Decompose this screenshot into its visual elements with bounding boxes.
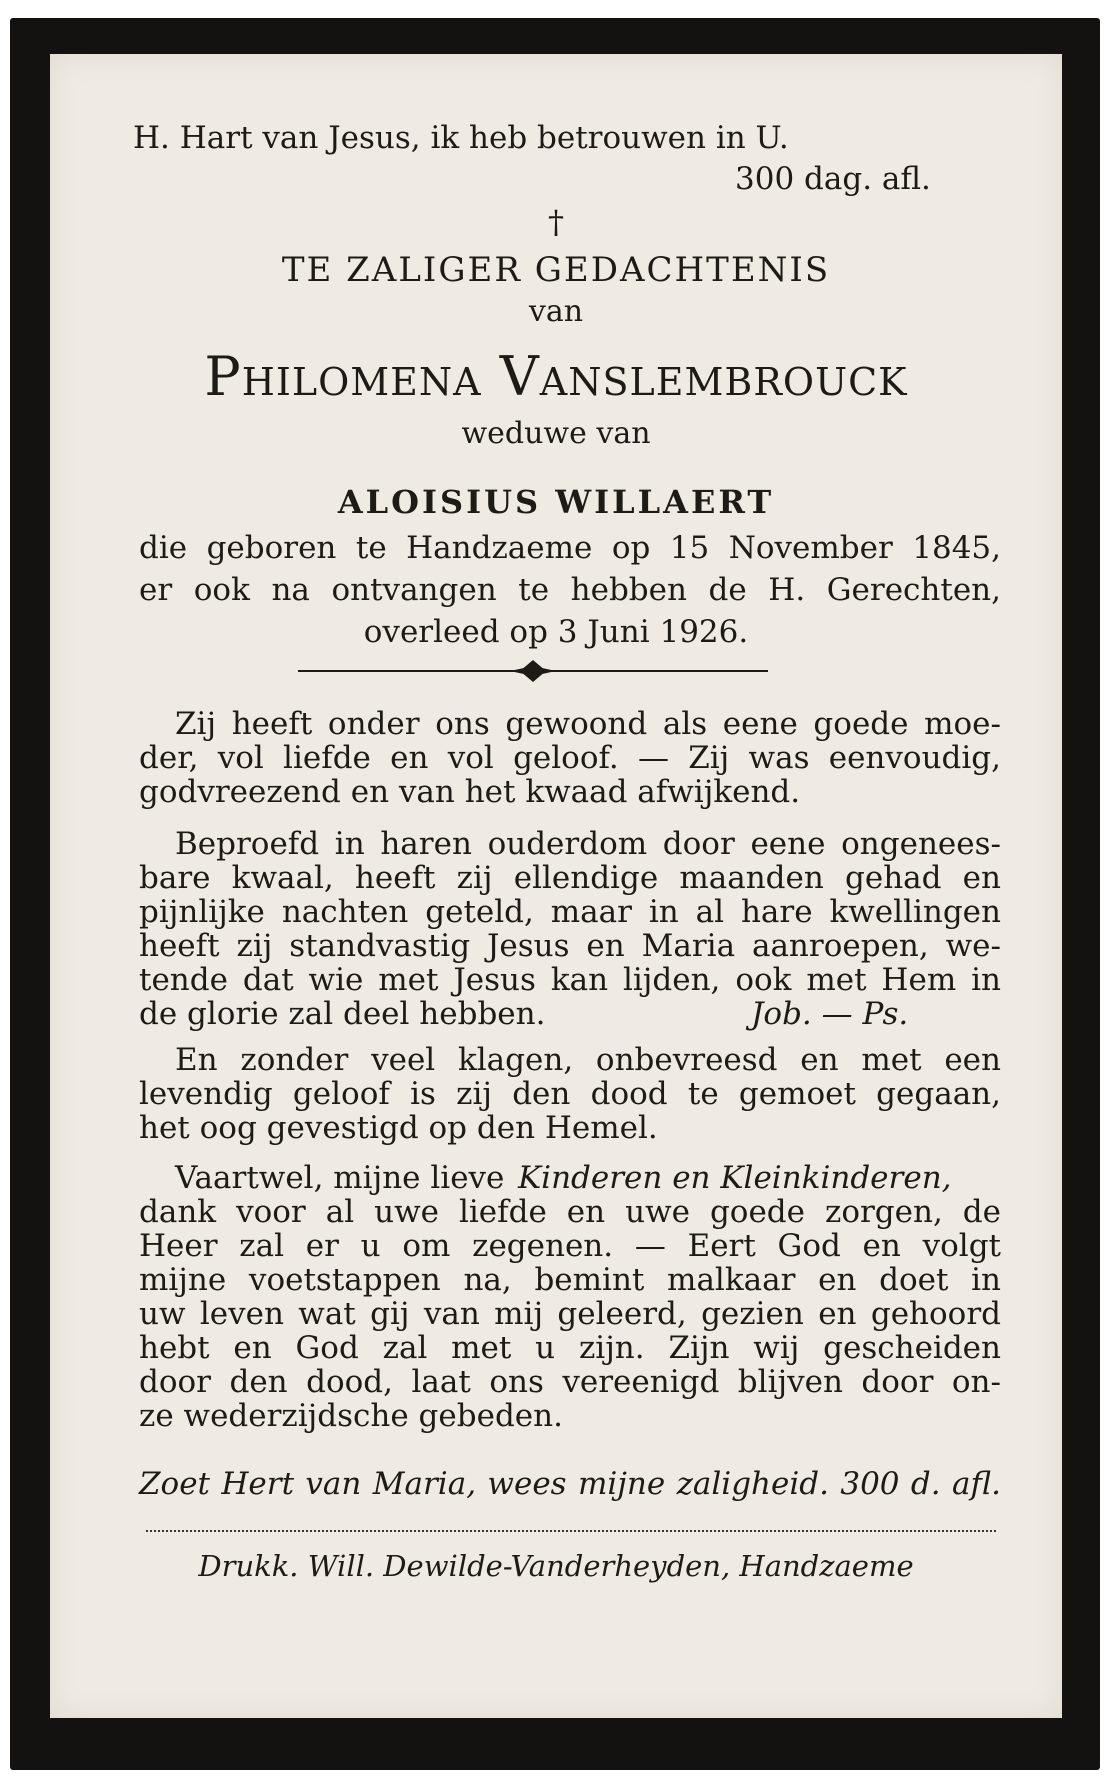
body-line: levendig geloof is zij den dood te gemoet gegaan,: [139, 1076, 1001, 1112]
body-line: der, vol liefde en vol geloof. — Zij was eenvoudig,: [139, 740, 1001, 776]
husband-name: ALOISIUS WILLAERT: [337, 483, 775, 521]
printer-credit: Drukk. Will. Dewilde-Vanderheyden, Handzaeme: [198, 1549, 914, 1583]
body-line: uw leven wat gij van mij geleerd, gezien en gehoord: [139, 1296, 1001, 1332]
memorial-card: [10, 18, 1100, 1770]
ornamental-divider: [298, 656, 768, 686]
body-line: dank voor al uwe liefde en uwe goede zorgen, de: [139, 1194, 1001, 1230]
body-line: heeft zij standvastig Jesus en Maria aanroepen, we-: [139, 928, 1001, 964]
indulgence-top: 300 dag. afl.: [735, 161, 931, 197]
children-phrase: Kinderen en Kleinkinderen,: [518, 1160, 952, 1196]
body-line: En zonder veel klagen, onbevreesd en met een: [175, 1042, 1001, 1078]
scripture-reference: Job. — Ps.: [751, 996, 909, 1032]
body-line: hebt en God zal met u zijn. Zijn wij gescheiden: [139, 1330, 1001, 1366]
memorial-heading: TE ZALIGER GEDACHTENIS: [281, 250, 831, 290]
body-line: tende dat wie met Jesus kan lijden, ook met Hem in: [139, 962, 1001, 998]
body-line: pijnlijke nachten geteld, maar in al hare kwellingen: [139, 894, 1001, 930]
dotted-divider: [146, 1530, 996, 1532]
van-label: van: [528, 294, 584, 329]
body-line: de glorie zal deel hebben.: [139, 996, 546, 1032]
body-line: bare kwaal, heeft zij ellendige maanden gehad en: [139, 860, 1001, 896]
life-line: die geboren te Handzaeme op 15 November 1845,: [139, 530, 1001, 566]
deceased-name: Philomena Vanslembrouck: [204, 345, 908, 408]
life-line: er ook na ontvangen te hebben de H. Gerechten,: [139, 572, 1001, 608]
card-paper: [50, 54, 1062, 1718]
body-line: godvreezend en van het kwaad afwijkend.: [139, 774, 801, 810]
closing-prayer: Zoet Hert van Maria, wees mijne zaligheid. 300 d. afl.: [139, 1466, 1001, 1502]
widow-of-label: weduwe van: [461, 416, 651, 451]
body-line: Heer zal er u om zegenen. — Eert God en volgt: [139, 1228, 1001, 1264]
body-line: Zij heeft onder ons gewoond als eene goede moe-: [175, 706, 1001, 742]
cross-icon: †: [548, 203, 564, 241]
body-line: mijne voetstappen na, bemint malkaar en doet in: [139, 1262, 1001, 1298]
body-line: Beproefd in haren ouderdom door eene ongenees-: [175, 826, 1001, 862]
prayer-top: H. Hart van Jesus, ik heb betrouwen in U.: [133, 120, 789, 156]
body-line: door den dood, laat ons vereenigd blijven door on-: [139, 1364, 1001, 1400]
life-line: overleed op 3 Juni 1926.: [363, 614, 749, 650]
body-line: het oog gevestigd op den Hemel.: [139, 1110, 658, 1146]
body-line: Vaartwel, mijne lieve: [175, 1160, 505, 1196]
body-line: ze wederzijdsche gebeden.: [139, 1398, 563, 1434]
